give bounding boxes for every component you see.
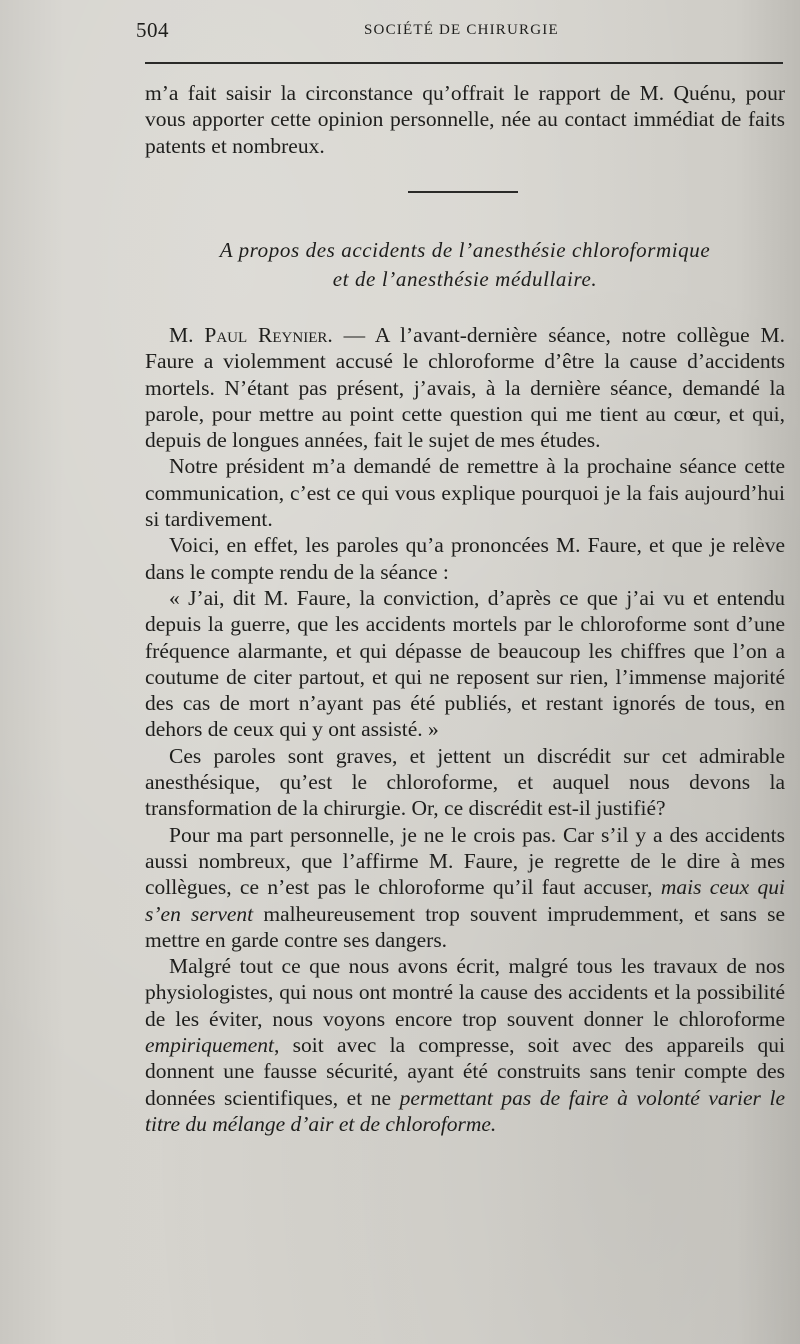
paragraph-5: Ces paroles sont graves, et jettent un discrédit sur cet admirable anesthésique, qu’est le chloroforme, et auquel nous devons la transformation de la chirurgie. Or, ce discrédit est-il justifié? <box>145 743 785 821</box>
running-head: SOCIÉTÉ DE CHIRURGIE <box>364 22 559 38</box>
article-title-line-2: et de l’anesthésie médullaire. <box>332 267 598 291</box>
article-body <box>145 322 785 1137</box>
section-separator <box>408 191 518 193</box>
article-title-line-1: A propos des accidents de l’anesthésie chloroformique <box>219 238 711 262</box>
article-title <box>145 236 785 294</box>
quotation-paragraph: « J’ai, dit M. Faure, la conviction, d’après ce que j’ai vu et entendu depuis la guerre, que les accidents mortels par le chloroforme sont d’une fréquence alarmante, et qui dépasse de beaucoup les chiffres que l’on a coutume de citer partout, et qui ne reposent sur rien, l’immense majorité des cas de mort n’ayant pas été publiés, et restant ignorés de tous, en dehors de ceux qui y ont assisté. » <box>145 585 785 742</box>
paragraph-7-text-b: , soit avec la compresse, soit avec des appareils qui donnent une fausse sécurité, ayant été construits sans tenir compte des données scientifiques, et ne <box>145 1033 785 1110</box>
page-header <box>136 18 784 42</box>
paragraph-3: Voici, en effet, les paroles qu’a prononcées M. Faure, et que je relève dans le compte rendu de la séance : <box>145 533 785 584</box>
page-number: 504 <box>136 18 169 42</box>
paragraph-7-italic-1: empiriquement <box>145 1033 274 1058</box>
intro-text: m’a fait saisir la circonstance qu’offrait le rapport de M. Quénu, pour vous apporter cette opinion personnelle, née au contact immédiat de faits patents et nombreux. <box>145 81 785 158</box>
paragraph-7-text-a: Malgré tout ce que nous avons écrit, malgré tous les travaux de nos physiologistes, qui nous ont montré la cause des accidents et la possibilité de les éviter, nous voyons encore trop souvent donner le chloroforme <box>145 954 785 1031</box>
speaker-name: M. Paul Reynier. <box>169 323 333 347</box>
paragraph-1 <box>145 322 785 453</box>
paragraph-6-text-a: Pour ma part personnelle, je ne le crois pas. Car s’il y a des accidents aussi nombreux, que l’affirme M. Faure, je regrette de le dire à mes collègues, ce n’est pas le chloroforme qu’il faut accuser, <box>145 822 785 900</box>
intro-paragraph <box>145 80 785 159</box>
paragraph-6-italic: mais ceux qui s’en servent <box>145 875 785 926</box>
paragraph-6-text-b: malheureusement trop souvent imprudemment, et sans se mettre en garde contre ses dangers. <box>145 901 785 952</box>
paragraph-7 <box>145 953 785 1137</box>
paragraph-2: Notre président m’a demandé de remettre à la prochaine séance cette communication, c’est ce qui vous explique pourquoi je la fais aujourd’hui si tardivement. <box>145 454 785 532</box>
paragraph-6 <box>145 822 785 953</box>
paragraph-7-italic-2: permettant pas de faire à volonté varier le titre du mélange d’air et de chloroforme. <box>145 1085 785 1136</box>
header-rule <box>145 62 783 64</box>
paragraph-1-text: — A l’avant-dernière séance, notre collègue M. Faure a violemment accusé le chloroforme d’être la cause d’accidents mortels. N’étant pas présent, j’avais, à la dernière séance, demandé la parole, pour mettre au point cette question qui me tient au cœur, et qui, depuis de longues années, fait le sujet de mes études. <box>145 323 785 453</box>
